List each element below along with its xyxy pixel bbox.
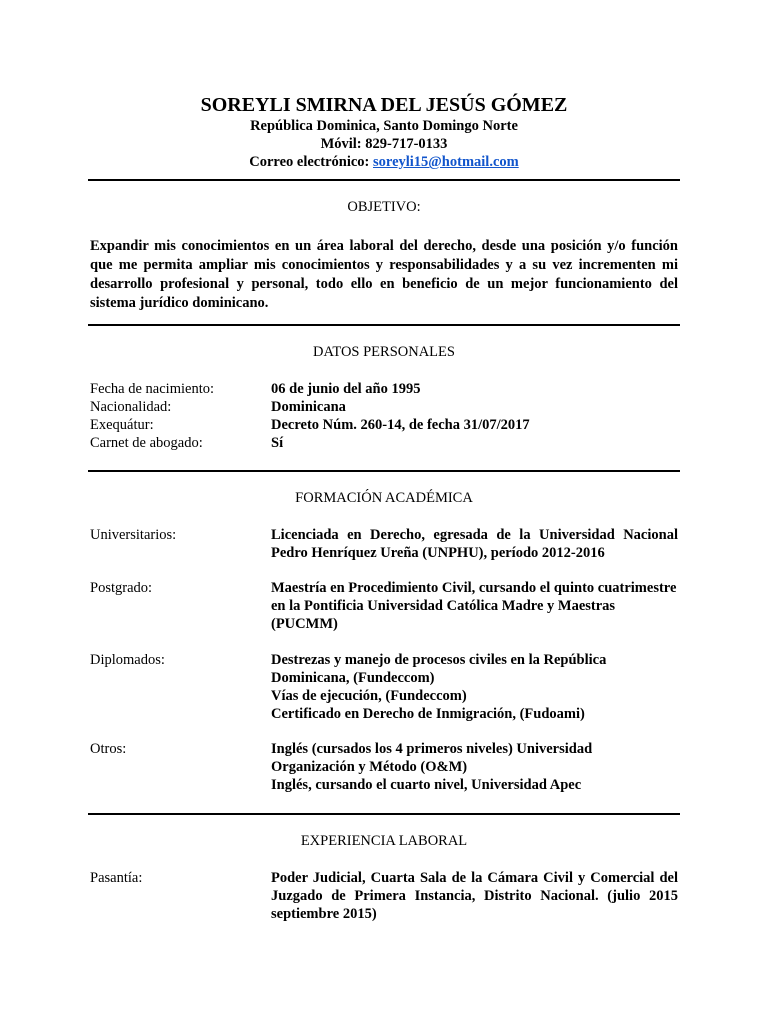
row-label: Exequátur: (90, 417, 154, 433)
value-line: Vías de ejecución, (Fundeccom) (271, 688, 467, 704)
objective-text: Expandir mis conocimientos en un área laboral del derecho, desde una posición y/o función que me permita ampliar mis conocimientos y responsabilidades y a su vez incrementen mi desarrollo profesional y personal, todo ello en beneficio de un mejor funcionamiento del sistema jurídico dominicano. (90, 238, 678, 311)
value-line: Inglés (cursados los 4 primeros niveles) Universidad (271, 741, 593, 757)
email-label: Correo electrónico: (249, 154, 373, 170)
resume-header (0, 93, 768, 171)
row-value (271, 651, 678, 723)
mobile-phone: Móvil: 829-717-0133 (320, 136, 448, 152)
row-value: Dominicana (271, 399, 346, 415)
row-label: Postgrado: (90, 580, 153, 596)
email-line (0, 153, 768, 171)
row-label: Pasantía: (90, 870, 143, 886)
row-value: 06 de junio del año 1995 (271, 381, 421, 397)
row-label: Otros: (90, 741, 127, 757)
value-line: Poder Judicial, Cuarta Sala de la Cámara Civil y Comercial del Juzgado de Primera Instancia, Distrito Nacional. (julio 2015 septiembre 2015) (271, 870, 678, 922)
objective-title: OBJETIVO: (347, 199, 421, 215)
row-value (271, 869, 678, 923)
candidate-name: SOREYLI SMIRNA DEL JESÚS GÓMEZ (200, 94, 568, 116)
row-value: Decreto Núm. 260-14, de fecha 31/07/2017 (271, 417, 530, 433)
row-value (271, 526, 678, 562)
value-line: Licenciada en Derecho, egresada de la Universidad Nacional Pedro Henríquez Ureña (UNPHU), período 2012-2016 (271, 527, 678, 561)
value-line: Maestría en Procedimiento Civil, cursando el quinto cuatrimestre en la Pontificia Universidad Católica Madre y Maestras (PUCMM) (271, 580, 677, 632)
value-line: Certificado en Derecho de Inmigración, (Fudoami) (271, 706, 585, 722)
value-line: Organización y Método (O&M) (271, 759, 468, 775)
row-label: Diplomados: (90, 652, 165, 668)
experience-title: EXPERIENCIA LABORAL (300, 833, 468, 849)
row-label: Fecha de nacimiento: (90, 381, 215, 397)
row-value (271, 579, 678, 633)
location: República Dominica, Santo Domingo Norte (250, 118, 518, 134)
education-title: FORMACIÓN ACADÉMICA (295, 490, 473, 506)
divider (88, 813, 680, 815)
email-link[interactable]: soreyli15@hotmail.com (373, 154, 519, 170)
value-line: Inglés, cursando el cuarto nivel, Universidad Apec (271, 777, 582, 793)
row-label: Nacionalidad: (90, 399, 172, 415)
divider (88, 179, 680, 181)
divider (88, 470, 680, 472)
value-line: Destrezas y manejo de procesos civiles en la República Dominicana, (Fundeccom) (271, 652, 607, 686)
row-label: Universitarios: (90, 527, 177, 543)
row-label: Carnet de abogado: (90, 435, 203, 451)
row-value (271, 740, 678, 794)
row-value: Sí (271, 435, 284, 451)
personal-data-title: DATOS PERSONALES (313, 344, 455, 360)
divider (88, 324, 680, 326)
